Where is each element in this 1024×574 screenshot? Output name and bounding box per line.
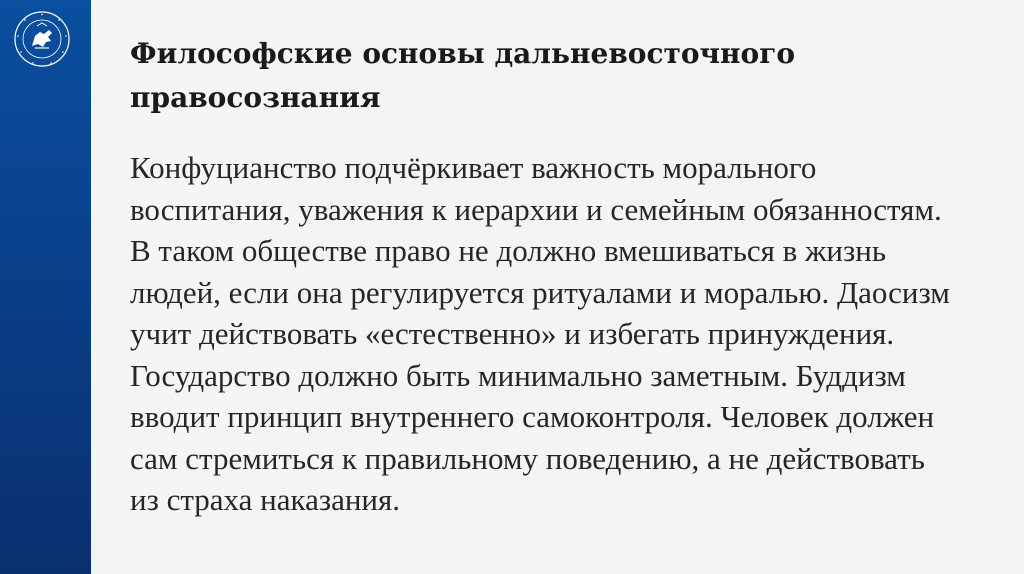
university-crest-icon: [13, 10, 71, 68]
slide-body-text: Конфуцианство подчёркивает важность морального воспитания, уважения к иерархии и семейным обязанностям. В таком обществе право не должно вмешиваться в жизнь людей, если она регулируется ритуалами и моралью. Даосизм учит действовать «естественно» и избегать принуждения. Государство должно быть минимально заметным. Буддизм вводит принцип внутреннего самоконтроля. Человек должен сам стремиться к правильному поведению, а не действовать из страха наказания.: [130, 150, 950, 517]
slide-title: Философские основы дальневосточного правосознания: [130, 37, 796, 114]
sidebar-band: [0, 0, 91, 574]
